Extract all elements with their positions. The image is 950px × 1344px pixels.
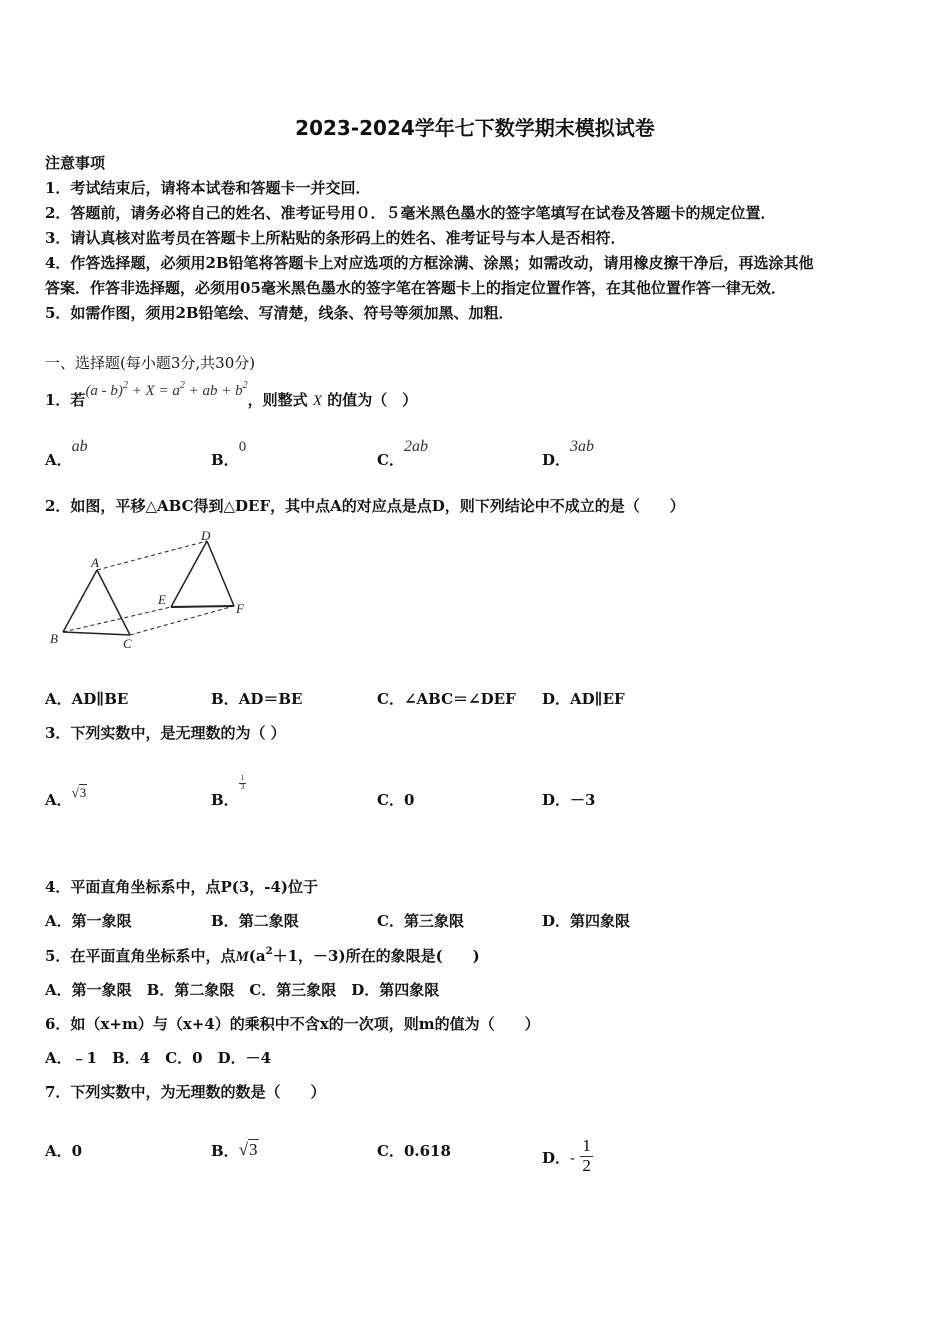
- notice-line: 5．如需作图，须用2B铅笔绘、写清楚，线条、符号等须加黑、加粗．: [45, 304, 514, 322]
- q4-option-b: B．第二象限: [211, 912, 299, 930]
- q2-option-b: B．AD＝BE: [211, 690, 303, 708]
- q3-option-c: C．0: [377, 791, 415, 809]
- edge-ef: [171, 606, 234, 607]
- q3-option-a: A．√3: [45, 785, 87, 809]
- notice-line: 4．作答选择题，必须用2B铅笔将答题卡上对应选项的方框涂满、涂黑；如需改动，请用橡皮擦干净后，再选涂其他: [45, 254, 814, 272]
- question-4: 4．平面直角坐标系中，点P(3，-4)位于: [45, 878, 319, 896]
- label-a: A: [91, 555, 99, 570]
- q2-option-c: C．∠ABC＝∠DEF: [377, 690, 516, 708]
- q2-option-d: D．AD∥EF: [542, 690, 625, 708]
- label-c: C: [123, 636, 132, 651]
- question-5: 5．在平面直角坐标系中，点$M(a^2+1$，－3)所在的象限是( ): [45, 946, 480, 965]
- label-f: F: [236, 601, 244, 616]
- q4-option-d: D．第四象限: [542, 912, 631, 930]
- edge-bc: [63, 632, 130, 635]
- q7-option-a: A．0: [45, 1142, 83, 1160]
- q5-options: A．第一象限 B．第二象限 C．第三象限 D．第四象限: [45, 981, 440, 999]
- section-heading: 一、选择题(每小题3分,共30分): [45, 354, 256, 372]
- dash-cf: [130, 606, 234, 635]
- q7-option-d: D．- $\frac{1}{2}$: [542, 1136, 591, 1175]
- notice-line: 1．考试结束后，请将本试卷和答题卡一并交回．: [45, 179, 371, 197]
- question-3: 3．下列实数中，是无理数的为（ ）: [45, 724, 286, 742]
- label-b: B: [50, 631, 58, 646]
- edge-ac: [97, 570, 130, 635]
- notice-heading: 注意事项: [45, 154, 106, 172]
- translation-figure: [45, 525, 260, 655]
- q1-option-a: A．ab: [45, 438, 88, 469]
- question-1: [45, 380, 418, 410]
- dash-ad: [97, 541, 207, 570]
- q1-formula: $(a - b)^2 + X = a^2$ + ab + $b^2$: [85, 380, 248, 399]
- question-6: 6．如（x+m）与（x+4）的乘积中不含x的一次项，则m的值为（ ）: [45, 1015, 540, 1033]
- question-7: 7．下列实数中，为无理数的数是（ ）: [45, 1083, 326, 1101]
- label-e: E: [158, 592, 166, 607]
- edge-ba: [63, 570, 97, 632]
- q1-option-d: D．3ab: [542, 438, 595, 469]
- edge-df: [207, 541, 234, 606]
- q6-options: A．﹣1 B．4 C．0 D．－4: [45, 1049, 272, 1067]
- label-d: D: [201, 528, 211, 543]
- q1-suffix-b: 的值为（ ）: [327, 391, 418, 409]
- q1-option-c: C．2ab: [377, 438, 428, 469]
- q4-option-c: C．第三象限: [377, 912, 464, 930]
- page-title: 2023-2024学年七下数学期末模拟试卷: [295, 116, 655, 140]
- edge-ed: [171, 541, 207, 607]
- q2-option-a: A．AD∥BE: [45, 690, 129, 708]
- notice-line: 3．请认真核对监考员在答题卡上所粘贴的条形码上的姓名、准考证号与本人是否相符．: [45, 229, 626, 247]
- q7-option-c: C．0.618: [377, 1142, 451, 1160]
- q3-option-b: B． $\frac{1}{3}$: [211, 773, 245, 809]
- notice-line: 2．答题前，请务必将自己的姓名、准考证号用０．５毫米黑色墨水的签字笔填写在试卷及答题卡的规定位置．: [45, 204, 776, 222]
- notice-line: 答案．作答非选择题，必须用05毫米黑色墨水的签字笔在答题卡上的指定位置作答，在其他位置作答一律无效．: [45, 279, 786, 297]
- q3-option-d: D．－3: [542, 791, 596, 809]
- q1-prefix: 1．若: [45, 391, 86, 409]
- question-2: 2．如图，平移△ABC得到△DEF，其中点A的对应点是点D，则下列结论中不成立的是（ ）: [45, 497, 685, 515]
- q1-var: X: [312, 393, 323, 409]
- q1-suffix-a: ，则整式: [247, 391, 308, 409]
- q7-option-b: B．√3: [211, 1140, 258, 1160]
- q4-option-a: A．第一象限: [45, 912, 132, 930]
- q1-option-b: B．0: [211, 439, 247, 469]
